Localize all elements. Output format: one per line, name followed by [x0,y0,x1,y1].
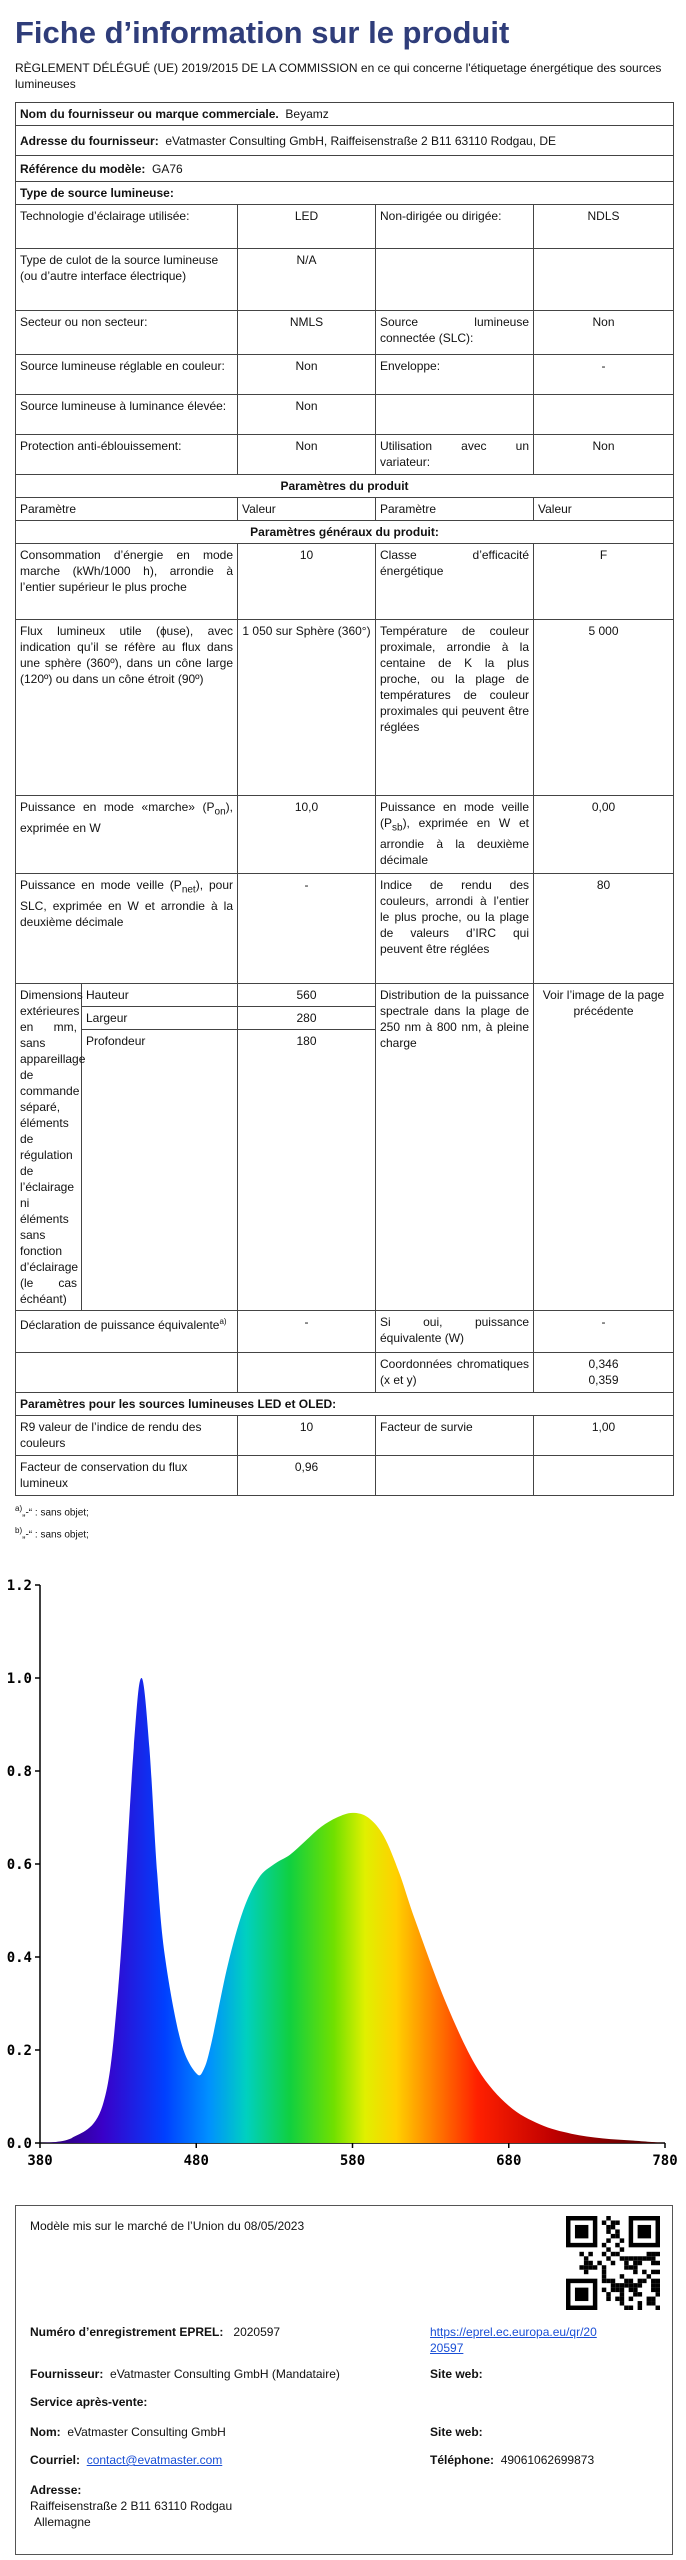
source-label: Source lumineuse réglable en couleur: [16,355,238,395]
email-row: Courriel: contact@evatmaster.com [30,2453,223,2467]
spectral-value: Voir l’image de la page précédente [534,984,674,1311]
x-tick-label: 480 [183,2153,209,2169]
source-value-2: NDLS [534,205,674,249]
dimensions-list [82,984,237,1052]
height-label: Hauteur [86,988,129,1002]
dimensions-label: Dimensions extérieures en mm, sans appareillage de commande séparé, éléments de régulation de l’éclairage ni éléments sans fonction d’éclairage (le cas échéant) [16,984,82,1311]
x-tick-label: 680 [496,2153,522,2169]
dimensions-row [16,984,674,1311]
param-value: - [238,874,376,984]
source-label-2: Enveloppe: [376,355,534,395]
param-label-2: Puissance en mode veille $(P_{sb})$, exprimée en W et arrondie à la deuxième décimale [376,796,534,874]
model-row [16,156,674,182]
product-params-header: Paramètres du produit [16,475,674,498]
source-value: Non [238,435,376,475]
y-tick-label: 1.2 [6,1578,32,1594]
height-value: 560 [296,988,317,1002]
width-value: 280 [238,1007,375,1030]
source-value-2: Non [534,311,674,355]
param-label: Flux lumineux utile (ɸuse), avec indication qu’il se réfère au flux dans une sphère (360º), dans un cône large (120º) ou dans un cône étroit (90º) [16,620,238,796]
x-tick-label: 380 [27,2153,53,2169]
y-tick-label: 0.6 [6,1857,32,1873]
source-row [16,355,674,395]
general-header-row [16,521,674,544]
regulation-subtitle: RÈGLEMENT DÉLÉGUÉ (UE) 2019/2015 DE LA COMMISSION en ce qui concerne l'étiquetage énergétique des sources lumineuses [15,61,662,91]
spectrum-area [40,1678,665,2143]
source-value-2: Non [534,435,674,475]
param-label-2 [376,1456,534,1496]
general-header: Paramètres généraux du produit: [16,521,674,544]
supplier-info: Fournisseur: eVatmaster Consulting GmbH (Mandataire) [30,2367,340,2381]
product-table [15,102,674,1496]
page-title: Fiche d’information sur le produit [15,15,510,50]
led-header-row [16,1393,674,1416]
eprel-number: Numéro d’enregistrement EPREL: 2020597 [30,2325,281,2339]
source-value: Non [238,395,376,435]
supplier-label: Nom du fournisseur ou marque commerciale. [20,107,279,121]
source-value-2 [534,395,674,435]
supplier-value: Beyamz [285,107,329,121]
param-label: Consommation d’énergie en mode marche (kWh/1000 h), arrondie à l’entier supérieur le plus proche [16,544,238,620]
source-type-header-row [16,182,674,205]
chroma-row [16,1353,674,1393]
website-label-2: Site web: [430,2425,483,2439]
column-header-value-2: Valeur [534,498,674,521]
x-tick-label: 780 [652,2153,678,2169]
model-value: GA76 [152,161,183,176]
param-label-2: Indice de rendu des couleurs, arrondi à l’entier le plus proche, ou la plage de valeurs d’IRC qui peuvent être réglées [376,874,534,984]
service-name: Nom: eVatmaster Consulting GmbH [30,2425,226,2439]
x-tick-label: 580 [339,2153,366,2169]
param-value-2: F [534,544,674,620]
column-header-param: Paramètre [16,498,238,521]
phone-row: Téléphone: 49061062699873 [430,2453,595,2467]
param-label-2: Facteur de survie [376,1416,534,1456]
source-row [16,395,674,435]
column-header-value: Valeur [238,498,376,521]
param-value-2: 5 000 [534,620,674,796]
param-value-2: - [534,1311,674,1353]
param-value: 10 [238,1416,376,1456]
param-label: Facteur de conservation du flux lumineux [16,1456,238,1496]
chroma-value: 0,346 0,359 [534,1353,674,1393]
eprel-info-box [15,2205,673,2555]
param-label-2: Classe d’efficacité énergétique [376,544,534,620]
source-row [16,435,674,475]
power-on-row [16,796,674,874]
source-row [16,311,674,355]
source-value: Non [238,355,376,395]
param-value: 10,0 [238,796,376,874]
source-label: Type de culot de la source lumineuse (ou d’autre interface électrique) [16,249,238,311]
dimensions-subtable [82,984,238,1311]
led-header: Paramètres pour les sources lumineuses LED et OLED: [16,1393,674,1416]
website-label: Site web: [430,2367,483,2381]
param-label-2: Si oui, puissance équivalente (W) [376,1311,534,1353]
y-tick-label: 1.0 [6,1671,32,1687]
aftersales-label: Service après-vente: [30,2395,148,2409]
address-value: eVatmaster Consulting GmbH, Raiffeisenstraße 2 B11 63110 Rodgau, DE [165,133,557,148]
param-label-2: Température de couleur proximale, arrondie à la centaine de K la plus proche, ou la plage de températures de couleur proximales qui peuvent être réglées [376,620,534,796]
source-value-2 [534,249,674,311]
eprel-link[interactable]: https://eprel.ec.europa.eu/qr/20 20597 [430,2325,597,2355]
param-value-2: 0,00 [534,796,674,874]
spectral-chart-svg [0,1565,686,2185]
led-row [16,1456,674,1496]
spectral-label: Distribution de la puissance spectrale dans la plage de 250 nm à 800 nm, à pleine charge [376,984,534,1311]
address-label: Adresse du fournisseur: [20,133,159,148]
footnotes [15,1500,673,1545]
y-tick-label: 0.2 [6,2043,32,2059]
param-value: 10 [238,544,376,620]
column-header-param-2: Paramètre [376,498,534,521]
param-label: Puissance en mode veille $(P_{net})$, pour SLC, exprimée en W et arrondie à la deuxième décimale [16,874,238,984]
width-label: Largeur [82,1007,237,1030]
source-label-2 [376,249,534,311]
chroma-label: Coordonnées chromatiques (x et y) [376,1353,534,1393]
source-label: Secteur ou non secteur: [16,311,238,355]
param-value-2 [534,1456,674,1496]
param-label: R9 valeur de l’indice de rendu des couleurs [16,1416,238,1456]
qr-code-icon[interactable] [566,2216,660,2310]
param-label: Puissance en mode «marche» $(P_{on})$, exprimée en W [16,796,238,874]
source-value: N/A [238,249,376,311]
source-label: Protection anti-éblouissement: [16,435,238,475]
source-type-header: Type de source lumineuse: [16,182,674,205]
y-tick-label: 0.8 [6,1764,32,1780]
declaration-row [16,1311,674,1353]
source-value: NMLS [238,311,376,355]
source-label-2 [376,395,534,435]
source-value-2: - [534,355,674,395]
source-label-2: Non-dirigée ou dirigée: [376,205,534,249]
led-row [16,1416,674,1456]
y-tick-label: 0.4 [6,1950,32,1966]
column-header-row [16,498,674,521]
footnote-b: $^{b)}$„-“ : sans objet; [15,1526,89,1541]
power-net-row [16,874,674,984]
email-link[interactable]: contact@evatmaster.com [86,2453,223,2467]
source-label: Source lumineuse à luminance élevée: [16,395,238,435]
param-value-2: 1,00 [534,1416,674,1456]
general-row [16,620,674,796]
source-label-2: Utilisation avec un variateur: [376,435,534,475]
market-date: Modèle mis sur le marché de l’Union du 08/05/2023 [30,2219,305,2233]
depth-value: 180 [238,1030,375,1053]
param-value-2: 80 [534,874,674,984]
source-row [16,205,674,249]
address-block: Adresse: Raiffeisenstraße 2 B11 63110 Rodgau Allemagne [30,2483,233,2529]
general-row [16,544,674,620]
param-value: 1 050 sur Sphère (360°) [238,620,376,796]
supplier-row [16,103,674,126]
y-tick-label: 0.0 [6,2136,32,2152]
product-params-header-row [16,475,674,498]
param-label: Déclaration de puissance équivalente$^{a)}$ [16,1311,238,1353]
address-row [16,126,674,156]
source-label: Technologie d’éclairage utilisée: [16,205,238,249]
spectral-chart [0,1565,686,2185]
source-row [16,249,674,311]
footnote-a: $^{a)}$„-“ : sans objet; [15,1504,89,1519]
param-value: 0,96 [238,1456,376,1496]
dimensions-values [238,984,376,1311]
param-value: - [238,1311,376,1353]
model-label: Référence du modèle: [20,161,146,176]
source-value: LED [238,205,376,249]
depth-label: Profondeur [82,1030,237,1053]
product-information-sheet [15,10,673,1545]
source-label-2: Source lumineuse connectée (SLC): [376,311,534,355]
